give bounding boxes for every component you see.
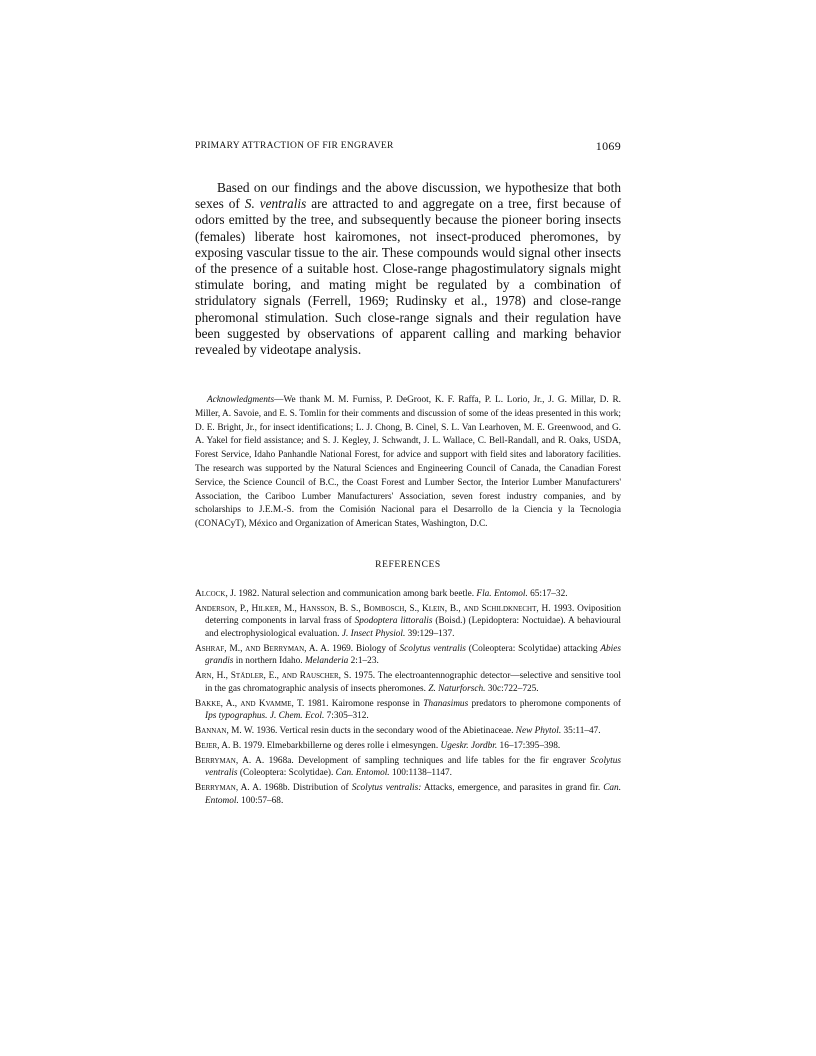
ref-authors: Arn, H., Städler, E., and Rauscher, S. [195,671,352,682]
body-paragraph [195,180,621,358]
ref-text: 1982. Natural selection and communication among bark beetle. [236,589,477,599]
ref-authors: Berryman, A. A. [195,756,265,767]
ref-volume: 2:1–23. [348,656,379,667]
acknowledgments [195,394,621,532]
ref-text: 1968b. Distribution of [261,783,352,794]
acknowledgments-label: Acknowledgments [207,395,275,405]
reference-item [195,670,621,695]
ref-journal: J. Insect Physiol. [341,628,406,639]
ref-text: 1981. Kairomone response in [304,698,424,709]
ref-text: 1936. Vertical resin ducts in the secondary wood of the Abietinaceae. [254,726,516,737]
ref-authors: Ashraf, M., and Berryman, A. A. [195,643,330,654]
ref-journal: Fla. Entomol. [476,589,528,599]
ref-text: predators to pheromone components of [468,698,621,709]
ref-authors: Bejer, A. B. [195,741,242,752]
ref-journal: Z. Naturforsch. [428,683,486,694]
ref-volume: 35:11–47. [561,726,601,737]
ref-authors: Anderson, P., Hilker, M., Hansson, B. S., Bombosch, S., Klein, B., and Schildknecht, H. [195,604,551,614]
ref-journal: Melanderia [304,656,349,667]
ref-journal: Can. Entomol. [205,783,622,806]
ref-journal: J. Chem. Ecol. [269,711,325,722]
paragraph-species: S. ventralis [244,196,307,212]
paragraph-text-2: are attracted to and aggregate on a tree, first because of odors emitted by the tree, and subsequently because the pioneer boring insects (females) liberate host kairomones, not insect-produced pheromones, by exposing vascular tissue to the air. These compounds would signal other insects of the presence of a suitable host. Close-range phagostimulatory signals might stimulate boring, and mating might be regulated by a combination of stridulatory signals (Ferrell, 1969; Rudinsky et al., 1978) and close-range pheromonal stimulation. Such close-range signals and their regulation have been suggested by observations of apparent calling and marking behavior revealed by videotape analysis. [195,196,621,358]
page-number: 1069 [595,139,621,153]
reference-item [195,588,621,600]
ref-volume: 30c:722–725. [485,683,539,694]
ref-text: 1969. Biology of [329,643,400,654]
ref-text: (Boisd.) (Lepidoptera: Noctuidae). A behavioural and electrophysiological evaluation. [205,616,622,639]
reference-item [195,603,621,640]
ref-authors: Bannan, M. W. [195,726,255,737]
ref-journal: Can. Entomol. [335,768,390,779]
running-header [195,140,621,154]
ref-text: (Coleoptera: Scolytidae) attacking [465,643,601,654]
ref-volume: 16–17:395–398. [497,741,561,752]
ref-authors: Bakke, A., and Kvamme, T. [195,698,305,709]
ref-volume: 39:129–137. [405,628,455,639]
reference-item [195,755,621,780]
ref-species: Scolytus ventralis [399,643,466,654]
ref-species: Scolytus ventralis: [351,783,422,794]
references-heading: REFERENCES [375,560,441,570]
running-title: PRIMARY ATTRACTION OF FIR ENGRAVER [195,141,394,151]
reference-item [195,643,621,668]
acknowledgments-text: —We thank M. M. Furniss, P. DeGroot, K. F. Raffa, P. L. Lorio, Jr., J. G. Millar, D. R. Miller, A. Savoie, and E. S. Tomlin for their comments and discussion of some of the ideas presented in this work; D. E. Bright, Jr., for insect identifications; L. J. Chong, B. Cinel, S. L. Van Learhoven, M. E. Greenwood, and G. A. Yakel for field assistance; and S. J. Kegley, J. Schwandt, J. L. Wallace, C. Bell-Randall, and R. Oaks, USDA, Forest Service, Idaho Panhandle National Forest, for advice and support with field sites and laboratory facilities. The research was supported by the Natural Sciences and Engineering Council of Canada, the Canadian Forest Service, the Science Council of B.C., the Coast Forest and Lumber Sector, the Interior Lumber Manufacturers' Association, the Cariboo Lumber Manufacturers' Association, seven forest industry companies, and by scholarships to J.E.M.-S. from the Comisión Nacional para el Desarrollo de la Ciencia y la Tecnologia (CONACyT), México and Organization of American States, Washington, D.C. [195,395,621,530]
references-list [195,588,621,810]
reference-item [195,740,621,752]
ref-text: Attacks, emergence, and parasites in grand fir. [421,783,604,794]
ref-text: 1968a. Development of sampling techniques and life tables for the fir engraver [264,756,591,767]
reference-item [195,782,621,807]
ref-authors: Berryman, A. A. [195,783,262,794]
ref-authors: Alcock, J. [195,589,237,599]
ref-species: Abies grandis [205,643,622,667]
paragraph-text-1: Based on our findings and the above discussion, we hypothesize that both sexes of [195,180,621,212]
ref-journal: Ugeskr. Jordbr. [440,741,498,752]
ref-text: 1975. The electroantennographic detector—selective and sensitive tool in the gas chromatographic analysis of insects pheromones. [205,671,621,694]
ref-species: Scolytus ventralis [205,756,622,779]
ref-text: (Coleoptera: Scolytidae). [237,768,336,779]
reference-item [195,725,621,737]
ref-text: 1979. Elmebarkbillerne og deres rolle i elmesyngen. [241,741,441,752]
ref-species: Ips typographus. [205,711,268,722]
ref-volume: 100:1138–1147. [389,768,452,779]
ref-species: Thanasimus [423,698,469,709]
ref-text: in northern Idaho. [233,656,305,667]
ref-journal: New Phytol. [515,726,562,737]
reference-item [195,698,621,723]
ref-volume: 100:57–68. [238,795,284,806]
ref-volume: 65:17–32. [527,589,568,599]
ref-volume: 7:305–312. [324,711,369,722]
ref-species: Spodoptera littoralis [354,616,433,627]
ref-text: 1993. Oviposition deterring components in larval frass of [205,604,621,627]
